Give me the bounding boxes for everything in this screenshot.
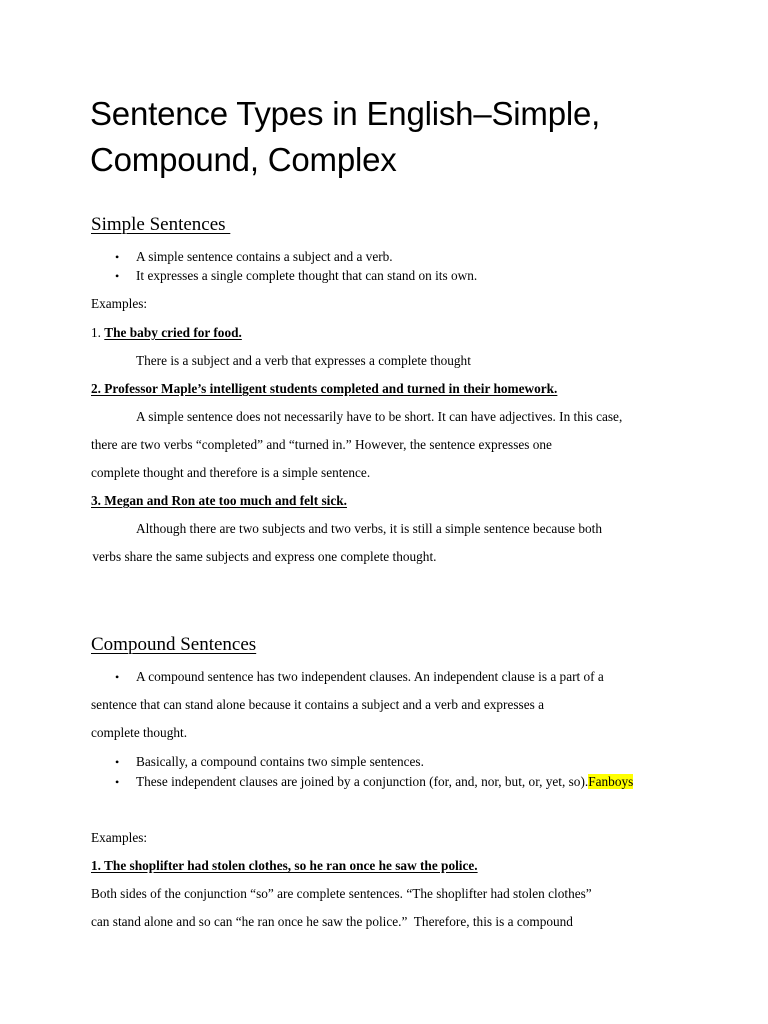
bullet-icon: •: [115, 250, 120, 264]
simple-bullet-1: A simple sentence contains a subject and a verb.: [136, 249, 393, 264]
simple-sentences-heading: Simple Sentences: [91, 214, 231, 235]
title-line-1: Sentence Types in English–Simple,: [90, 95, 601, 132]
simple-example-3-explanation-line-1: Although there are two subjects and two verbs, it is still a simple sentence because both: [136, 521, 603, 536]
simple-example-3-title: [91, 492, 347, 510]
compound-example-1-title: [91, 857, 478, 875]
compound-bullet-1-line-3: complete thought.: [91, 725, 188, 740]
simple-example-3-explanation-line-2: verbs share the same subjects and express one complete thought.: [89, 549, 437, 564]
simple-example-2-explanation-line-2: there are two verbs “completed” and “turned in.” However, the sentence expresses one: [91, 437, 552, 452]
example-sentence: 1. The shoplifter had stolen clothes, so he ran once he saw the police.: [91, 858, 478, 873]
simple-example-1-explanation: There is a subject and a verb that expresses a complete thought: [136, 353, 471, 368]
example-sentence: The baby cried for food.: [104, 325, 242, 340]
example-sentence: 2. Professor Maple’s intelligent students completed and turned in their homework.: [91, 381, 558, 396]
fanboys-highlight: Fanboys: [588, 774, 634, 789]
compound-bullet-1-line-2: sentence that can stand alone because it contains a subject and a verb and expresses a: [91, 697, 545, 712]
example-sentence: 3. Megan and Ron ate too much and felt sick.: [91, 493, 347, 508]
example-number: 1.: [91, 325, 105, 340]
compound-examples-label: Examples:: [91, 830, 148, 845]
simple-bullet-2: It expresses a single complete thought that can stand on its own.: [136, 268, 478, 283]
compound-example-1-explanation-line-2: can stand alone and so can “he ran once he saw the police.” Therefore, this is a compound: [91, 914, 573, 929]
simple-examples-label: Examples:: [91, 296, 148, 311]
compound-bullet-2: Basically, a compound contains two simple sentences.: [136, 754, 424, 769]
bullet-icon: •: [115, 670, 120, 684]
page-title: [90, 91, 730, 183]
title-line-2: Compound, Complex: [90, 141, 397, 178]
simple-example-2-explanation-line-3: complete thought and therefore is a simple sentence.: [91, 465, 371, 480]
compound-sentences-heading: Compound Sentences: [91, 634, 257, 655]
compound-bullet-3: [136, 773, 633, 791]
compound-bullet-1-line-1: A compound sentence has two independent clauses. An independent clause is a part of a: [136, 669, 604, 684]
simple-example-2-title: [91, 380, 557, 398]
bullet-icon: •: [115, 269, 120, 283]
simple-example-1-title: [91, 324, 242, 342]
bullet-icon: •: [115, 755, 120, 769]
compound-bullet-3-text: These independent clauses are joined by a conjunction (for, and, nor, but, or, yet, so).: [136, 774, 589, 789]
simple-example-2-explanation-line-1: A simple sentence does not necessarily have to be short. It can have adjectives. In this case,: [136, 409, 623, 424]
bullet-icon: •: [115, 775, 120, 789]
compound-example-1-explanation-line-1: Both sides of the conjunction “so” are complete sentences. “The shoplifter had stolen clothes”: [91, 886, 592, 901]
